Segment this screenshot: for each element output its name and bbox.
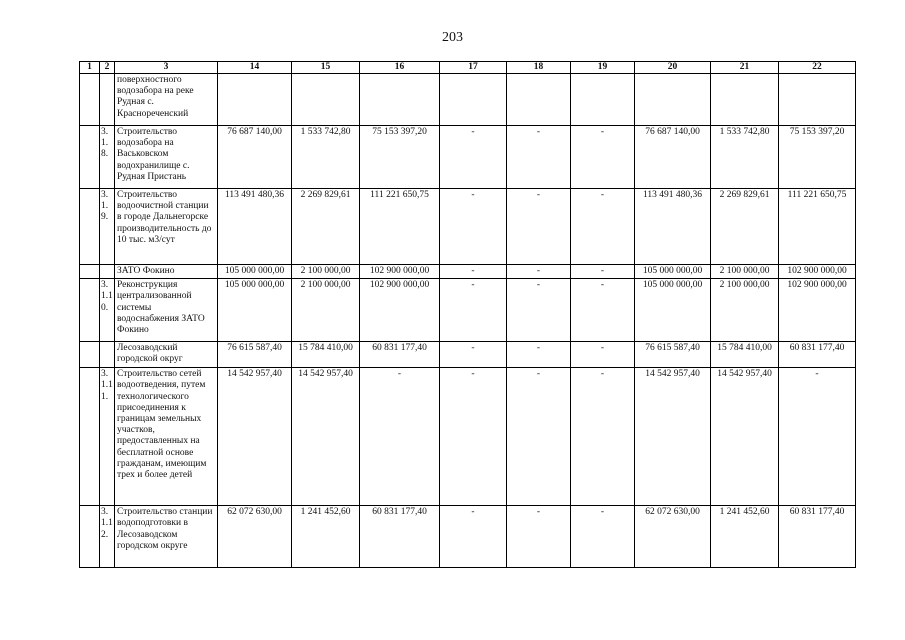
table-cell	[80, 506, 100, 568]
table-header-row	[80, 62, 856, 74]
table-cell	[80, 368, 100, 506]
table-row	[80, 279, 856, 342]
table-cell	[80, 74, 100, 126]
table-cell: 60 831 177,40	[360, 342, 440, 368]
table-cell	[571, 74, 635, 126]
table-cell: -	[571, 189, 635, 265]
table-cell: 1 533 742,80	[292, 126, 360, 189]
table-cell: Реконструкция централизованной системы водоснабжения ЗАТО Фокино	[115, 279, 218, 342]
column-header: 21	[711, 62, 779, 74]
column-header: 19	[571, 62, 635, 74]
table-cell: 105 000 000,00	[635, 279, 711, 342]
table-cell: -	[571, 342, 635, 368]
table-cell: -	[507, 265, 571, 279]
table-cell: -	[571, 265, 635, 279]
table-cell	[80, 189, 100, 265]
table-cell: 2 100 000,00	[292, 265, 360, 279]
table-cell: 14 542 957,40	[292, 368, 360, 506]
budget-table	[79, 61, 856, 568]
table-cell: 2 269 829,61	[711, 189, 779, 265]
table-cell: -	[507, 126, 571, 189]
table-cell: 3.1.11.	[100, 368, 115, 506]
table-cell: 2 269 829,61	[292, 189, 360, 265]
table-cell: поверхностного водозабора на реке Рудная с. Краснореченский	[115, 74, 218, 126]
column-header: 15	[292, 62, 360, 74]
table-cell: -	[571, 279, 635, 342]
table-cell: 76 615 587,40	[218, 342, 292, 368]
table-cell: 3.1.12.	[100, 506, 115, 568]
table-cell: 113 491 480,36	[635, 189, 711, 265]
table-cell: 105 000 000,00	[635, 265, 711, 279]
table-cell: 105 000 000,00	[218, 279, 292, 342]
table-cell: 113 491 480,36	[218, 189, 292, 265]
table-cell: Строительство сетей водоотведения, путем технологического присоединения к границам земельных участков, предоставленных на бесплатной основе гражданам, имеющим трех и более детей	[115, 368, 218, 506]
page-number: 203	[442, 30, 463, 45]
table-cell: -	[507, 342, 571, 368]
table-cell	[507, 74, 571, 126]
table-cell	[292, 74, 360, 126]
table-cell	[711, 74, 779, 126]
table-cell	[635, 74, 711, 126]
table-cell: -	[360, 368, 440, 506]
table-cell: 60 831 177,40	[779, 342, 856, 368]
table-cell: 60 831 177,40	[779, 506, 856, 568]
table-cell: -	[507, 368, 571, 506]
table-cell: 76 687 140,00	[218, 126, 292, 189]
table-cell: 2 100 000,00	[292, 279, 360, 342]
column-header: 20	[635, 62, 711, 74]
column-header: 14	[218, 62, 292, 74]
table-cell: 1 241 452,60	[711, 506, 779, 568]
table-cell: 75 153 397,20	[779, 126, 856, 189]
table-cell	[80, 265, 100, 279]
column-header: 17	[440, 62, 507, 74]
table-cell: 2 100 000,00	[711, 279, 779, 342]
table-row	[80, 126, 856, 189]
table-cell	[218, 74, 292, 126]
table-cell: 14 542 957,40	[635, 368, 711, 506]
table-cell: 75 153 397,20	[360, 126, 440, 189]
table-cell: -	[571, 126, 635, 189]
column-header: 2	[100, 62, 115, 74]
table-cell	[360, 74, 440, 126]
table-cell: 3.1.8.	[100, 126, 115, 189]
table-cell: 102 900 000,00	[779, 265, 856, 279]
table-body	[80, 74, 856, 568]
table-cell: 60 831 177,40	[360, 506, 440, 568]
table-cell: -	[571, 368, 635, 506]
table-row	[80, 506, 856, 568]
table-cell: -	[440, 506, 507, 568]
table-cell: -	[440, 189, 507, 265]
table-row	[80, 74, 856, 126]
table-cell: -	[440, 126, 507, 189]
table-row	[80, 368, 856, 506]
table-cell: -	[507, 279, 571, 342]
table-cell: -	[507, 189, 571, 265]
table-cell: 76 687 140,00	[635, 126, 711, 189]
column-header: 22	[779, 62, 856, 74]
table-cell	[100, 74, 115, 126]
table-cell: 102 900 000,00	[360, 279, 440, 342]
table-cell: 102 900 000,00	[779, 279, 856, 342]
table-cell: 1 533 742,80	[711, 126, 779, 189]
table-cell: 3.1.10.	[100, 279, 115, 342]
table-cell: 111 221 650,75	[360, 189, 440, 265]
table-cell: 102 900 000,00	[360, 265, 440, 279]
table-cell	[440, 74, 507, 126]
table-cell: -	[507, 506, 571, 568]
table-cell: 1 241 452,60	[292, 506, 360, 568]
table-cell: -	[440, 342, 507, 368]
table-cell	[779, 74, 856, 126]
table-cell: -	[571, 506, 635, 568]
table-cell	[80, 126, 100, 189]
table-cell: Строительство водоочистной станции в городе Дальнегорске производительность до 10 тыс. м3/сут	[115, 189, 218, 265]
column-header: 3	[115, 62, 218, 74]
table-cell: 14 542 957,40	[711, 368, 779, 506]
table-cell: 15 784 410,00	[711, 342, 779, 368]
table-cell	[80, 342, 100, 368]
table-cell: Лесозаводский городской округ	[115, 342, 218, 368]
table-cell: ЗАТО Фокино	[115, 265, 218, 279]
table-cell: Строительство станции водоподготовки в Лесозаводском городском округе	[115, 506, 218, 568]
table-cell	[100, 265, 115, 279]
table-cell	[80, 279, 100, 342]
table-cell	[100, 342, 115, 368]
table-cell: Строительство водозабора на Васьковском водохранилище с. Рудная Пристань	[115, 126, 218, 189]
table-cell: 3.1.9.	[100, 189, 115, 265]
table-cell: 62 072 630,00	[218, 506, 292, 568]
table-cell: -	[440, 279, 507, 342]
table-cell: 15 784 410,00	[292, 342, 360, 368]
table-cell: 14 542 957,40	[218, 368, 292, 506]
column-header: 18	[507, 62, 571, 74]
table-cell: -	[440, 265, 507, 279]
column-header: 1	[80, 62, 100, 74]
table-cell: 2 100 000,00	[711, 265, 779, 279]
table-cell: -	[440, 368, 507, 506]
table-cell: -	[779, 368, 856, 506]
column-header: 16	[360, 62, 440, 74]
table-cell: 111 221 650,75	[779, 189, 856, 265]
table-cell: 62 072 630,00	[635, 506, 711, 568]
table-cell: 105 000 000,00	[218, 265, 292, 279]
table-row	[80, 265, 856, 279]
table-cell: 76 615 587,40	[635, 342, 711, 368]
table-row	[80, 342, 856, 368]
table-row	[80, 189, 856, 265]
